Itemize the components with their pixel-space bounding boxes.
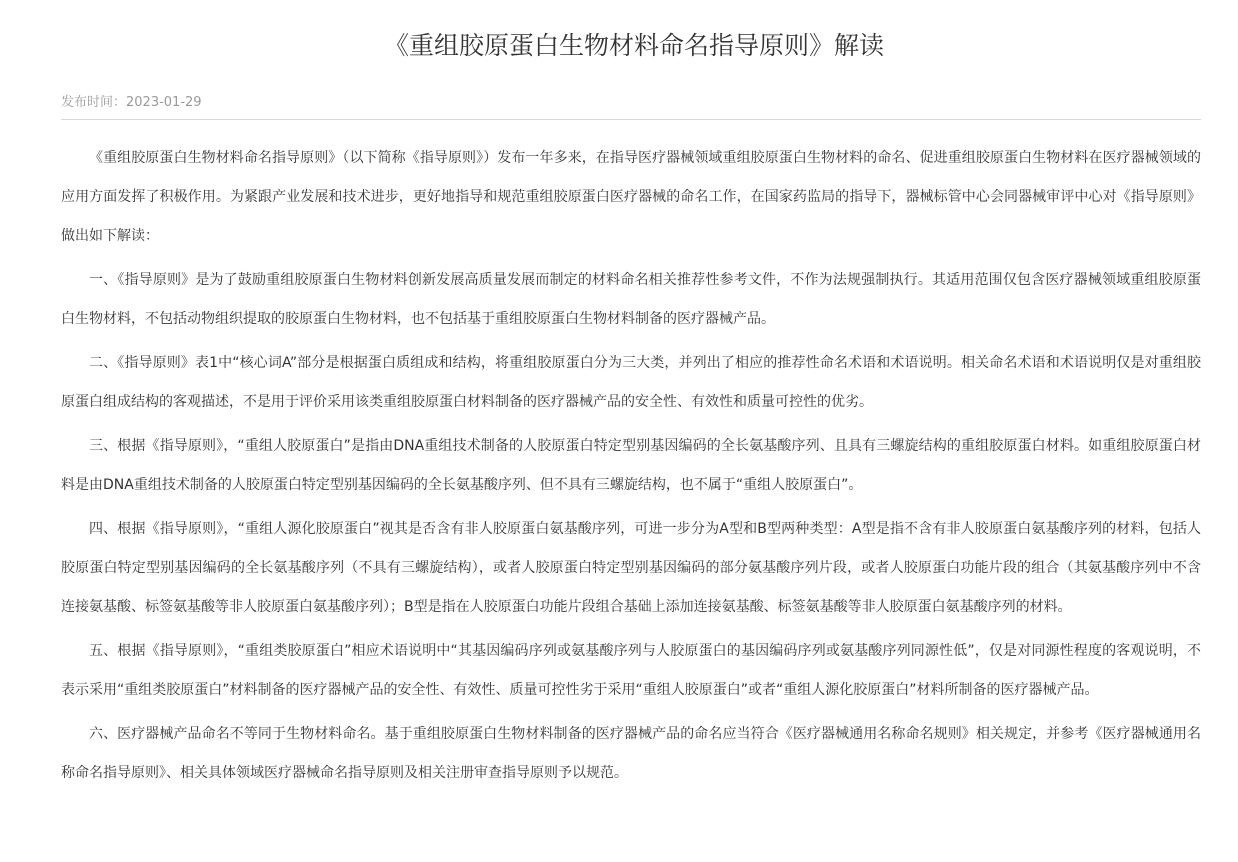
paragraph-3: 三、根据《指导原则》，“重组人胶原蛋白”是指由DNA重组技术制备的人胶原蛋白特定型别基因编码的全长氨基酸序列、且具有三螺旋结构的重组胶原蛋白材料。如重组胶原蛋白材料是由DNA重组技术制备的人胶原蛋白特定型别基因编码的全长氨基酸序列、但不具有三螺旋结构，也不属于“重组人胶原蛋白”。 [61, 438, 1201, 493]
paragraph-2: 二、《指导原则》表1中“核心词A”部分是根据蛋白质组成和结构，将重组胶原蛋白分为三大类，并列出了相应的推荐性命名术语和术语说明。相关命名术语和术语说明仅是对重组胶原蛋白组成结构的客观描述，不是用于评价采用该类重组胶原蛋白材料制备的医疗器械产品的安全性、有效性和质量可控性的优劣。 [61, 355, 1201, 410]
paragraph-6: 六、医疗器械产品命名不等同于生物材料命名。基于重组胶原蛋白生物材料制备的医疗器械产品的命名应当符合《医疗器械通用名称命名规则》相关规定，并参考《医疗器械通用名称命名指导原则》、相关具体领域医疗器械命名指导原则及相关注册审查指导原则予以规范。 [61, 726, 1201, 781]
paragraph-4: 四、根据《指导原则》，“重组人源化胶原蛋白”视其是否含有非人胶原蛋白氨基酸序列，可进一步分为A型和B型两种类型：A型是指不含有非人胶原蛋白氨基酸序列的材料，包括人胶原蛋白特定型别基因编码的全长氨基酸序列（不具有三螺旋结构），或者人胶原蛋白特定型别基因编码的部分氨基酸序列片段，或者人胶原蛋白功能片段的组合（其氨基酸序列中不含连接氨基酸、标签氨基酸等非人胶原蛋白氨基酸序列）；B型是指在人胶原蛋白功能片段组合基础上添加连接氨基酸、标签氨基酸等非人胶原蛋白氨基酸序列的材料。 [61, 521, 1201, 615]
publish-label: 发布时间： [61, 95, 127, 110]
article-body [61, 139, 1201, 798]
title-divider [61, 119, 1201, 120]
paragraph-intro: 《重组胶原蛋白生物材料命名指导原则》（以下简称《指导原则》）发布一年多来，在指导医疗器械领域重组胶原蛋白生物材料的命名、促进重组胶原蛋白生物材料在医疗器械领域的应用方面发挥了积极作用。为紧跟产业发展和技术进步，更好地指导和规范重组胶原蛋白医疗器械的命名工作，在国家药监局的指导下，器械标管中心会同器械审评中心对《指导原则》做出如下解读： [61, 150, 1201, 244]
publish-date: 2023-01-29 [126, 95, 202, 110]
publish-info [61, 94, 202, 112]
paragraph-1: 一、《指导原则》是为了鼓励重组胶原蛋白生物材料创新发展高质量发展而制定的材料命名相关推荐性参考文件，不作为法规强制执行。其适用范围仅包含医疗器械领域重组胶原蛋白生物材料，不包括动物组织提取的胶原蛋白生物材料，也不包括基于重组胶原蛋白生物材料制备的医疗器械产品。 [61, 272, 1201, 327]
paragraph-5: 五、根据《指导原则》，“重组类胶原蛋白”相应术语说明中“其基因编码序列或氨基酸序列与人胶原蛋白的基因编码序列或氨基酸序列同源性低”，仅是对同源性程度的客观说明，不表示采用“重组类胶原蛋白”材料制备的医疗器械产品的安全性、有效性、质量可控性劣于采用“重组人胶原蛋白”或者“重组人源化胶原蛋白”材料所制备的医疗器械产品。 [61, 643, 1201, 698]
page-title: 《重组胶原蛋白生物材料命名指导原则》解读 [383, 31, 884, 60]
